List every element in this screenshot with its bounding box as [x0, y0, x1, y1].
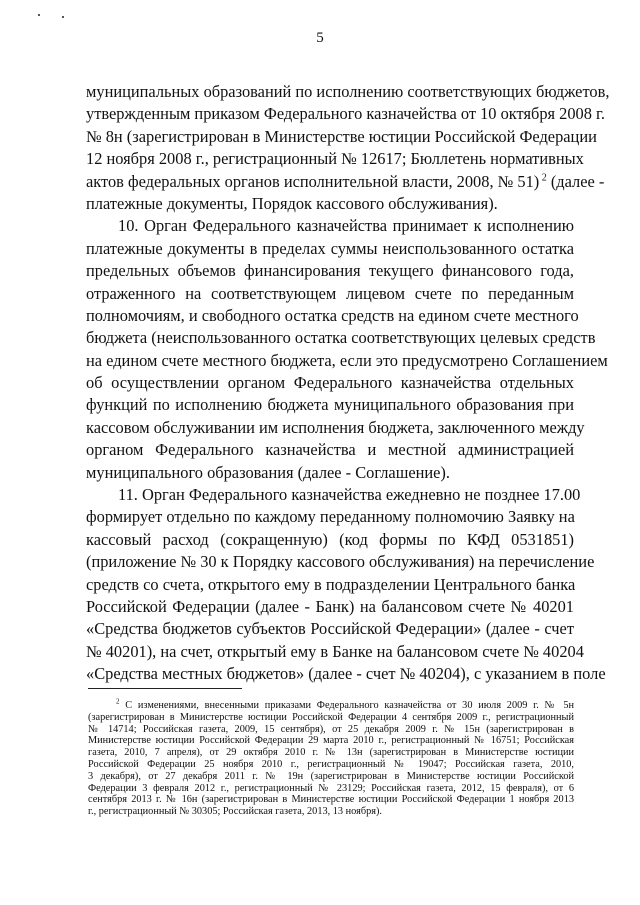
- body-line-text: 10. Орган Федерального казначейства принимает к исполнению: [118, 216, 574, 236]
- body-line-tail: (далее -: [546, 171, 605, 191]
- body-line-text: средств со счета, открытого ему в подразделении Центрального банка: [86, 574, 576, 594]
- body-line-text: на едином счете местного бюджета, если это предусмотрено Соглашением: [86, 350, 608, 370]
- body-line-text: «Средства бюджетов субъектов Российской Федерации» (далее - счет: [86, 619, 574, 639]
- body-line-text: № 40201), на счет, открытый ему в Банке на балансовом счете № 40204: [86, 641, 584, 661]
- scan-speck: [38, 14, 40, 16]
- body-line-text: предельных объемов финансирования текущего финансового года,: [86, 261, 574, 281]
- body-line-text: кассовом обслуживании им исполнения бюджета, заключенного между: [86, 417, 585, 437]
- body-line-text: об осуществлении органом Федерального казначейства отдельных: [86, 373, 574, 393]
- body-line: [86, 551, 595, 573]
- body-text: [86, 81, 610, 686]
- body-line-text: (приложение № 30 к Порядку кассового обслуживания) на перечисление: [86, 552, 595, 572]
- footnote-line-text: газета, 2010, 7 апреля), от 29 октября 2010 г. № 13н (зарегистрирован в Министерстве юстиции: [88, 747, 574, 759]
- footnote-line-text: С изменениями, внесенными приказами Федерального казначейства от 30 июля 2009 г. № 5н: [125, 700, 574, 711]
- body-line: [86, 596, 574, 618]
- body-line-text: муниципальных образований по исполнению соответствующих бюджетов,: [86, 82, 610, 101]
- body-line: [86, 81, 610, 103]
- body-line: [86, 260, 574, 282]
- footnote: [88, 697, 574, 818]
- body-line-text: «Средства местных бюджетов» (далее - счет № 40204), с указанием в поле: [86, 664, 606, 684]
- footnote-line-text: № 14714; Российская газета, 2009, 15 сентября), от 25 декабря 2009 г. № 15н (зарегистрирован в: [88, 723, 574, 735]
- footnote-line: [88, 697, 574, 712]
- body-line: [86, 171, 605, 193]
- body-line-text: формирует отдельно по каждому переданному полномочию Заявку на: [86, 507, 575, 527]
- body-line: [86, 506, 574, 528]
- footnote-line-text: Федерации 3 февраля 2012 г., регистрационный № 23129; Российская газета, 2012, 15 февраля), от 6: [88, 782, 574, 794]
- body-line-text: № 8н (зарегистрирован в Министерстве юстиции Российской Федерации: [86, 126, 597, 146]
- body-line: [86, 103, 606, 125]
- body-line: [86, 126, 597, 148]
- footnote-line: [88, 783, 574, 795]
- body-line-text: функций по исполнению бюджета муниципального образования при: [86, 395, 574, 415]
- body-line-text: Российской Федерации (далее - Банк) на балансовом счете № 40201: [86, 596, 574, 616]
- body-line: [86, 484, 581, 506]
- body-line: [86, 417, 585, 439]
- body-line-text: 11. Орган Федерального казначейства ежедневно не позднее 17.00: [118, 485, 581, 505]
- body-line: [86, 327, 596, 349]
- body-line-text: органом Федерального казначейства и местной администрацией: [86, 440, 574, 460]
- body-line: [86, 574, 574, 596]
- footnote-separator: [88, 688, 242, 689]
- body-line: [86, 372, 574, 394]
- footnote-line-text: Министерстве юстиции Российской Федерации 29 марта 2010 г., регистрационный № 16751; Российская: [88, 735, 574, 747]
- body-line-text: муниципального образования (далее - Соглашение).: [86, 462, 450, 482]
- body-line: [86, 350, 608, 372]
- footnote-line-text: 3 декабря), от 27 декабря 2011 г. № 19н (зарегистрирован в Министерстве юстиции Российской: [88, 770, 574, 782]
- body-line: [86, 215, 574, 237]
- body-line-text: 12 ноября 2008 г., регистрационный № 12617; Бюллетень нормативных: [86, 149, 584, 169]
- body-line: [86, 305, 579, 327]
- footnote-line: [88, 735, 574, 747]
- footnote-line-text: г., регистрационный № 30305; Российская газета, 2013, 13 ноября).: [88, 806, 382, 818]
- footnote-marker: 2: [116, 697, 120, 706]
- footnote-line: [88, 794, 574, 806]
- footnote-line-text: Российской Федерации 25 ноября 2010 г., регистрационный № 19047; Российская газета, 2010,: [88, 758, 574, 770]
- body-line: [86, 238, 574, 260]
- footnote-reference: 2: [539, 172, 547, 184]
- body-line-text: утвержденным приказом Федерального казначейства от 10 октября 2008 г.: [86, 104, 606, 124]
- body-line: [86, 439, 574, 461]
- body-line: [86, 618, 574, 640]
- scan-speck: [62, 16, 64, 18]
- body-line: [86, 663, 606, 685]
- footnote-line: [88, 747, 574, 759]
- body-line: [86, 641, 584, 663]
- body-line-text: полномочиям, и свободного остатка средств на едином счете местного: [86, 305, 579, 325]
- body-line-text: актов федеральных органов исполнительной власти, 2008, № 51): [86, 171, 540, 191]
- body-line-text: отраженного на соответствующем лицевом счете по переданным: [86, 283, 574, 303]
- body-line-text: платежные документы в пределах суммы неиспользованного остатка: [86, 238, 574, 258]
- footnote-line: [88, 712, 574, 724]
- body-line: [86, 394, 574, 416]
- body-line: [86, 462, 574, 484]
- body-line-text: кассовый расход (сокращенную) (код формы по КФД 0531851): [86, 529, 574, 549]
- footnote-line: [88, 771, 574, 783]
- body-line-text: бюджета (неиспользованного остатка соответствующих целевых средств: [86, 328, 596, 348]
- body-line: [86, 529, 574, 551]
- body-line-text: платежные документы, Порядок кассового обслуживания).: [86, 193, 498, 213]
- footnote-line-text: сентября 2013 г. № 16н (зарегистрирован в Министерстве юстиции Российской Федерации 1 ноября 2013: [88, 794, 574, 806]
- footnote-line-text: (зарегистрирован в Министерстве юстиции Российской Федерации 4 сентября 2009 г., регистрационный: [88, 711, 574, 723]
- body-line: [86, 148, 584, 170]
- footnote-line: [88, 806, 574, 818]
- footnote-line: [88, 759, 574, 771]
- body-line: [86, 283, 574, 305]
- body-line: [86, 193, 574, 215]
- footnote-line: [88, 724, 574, 736]
- page-number: 5: [316, 30, 324, 46]
